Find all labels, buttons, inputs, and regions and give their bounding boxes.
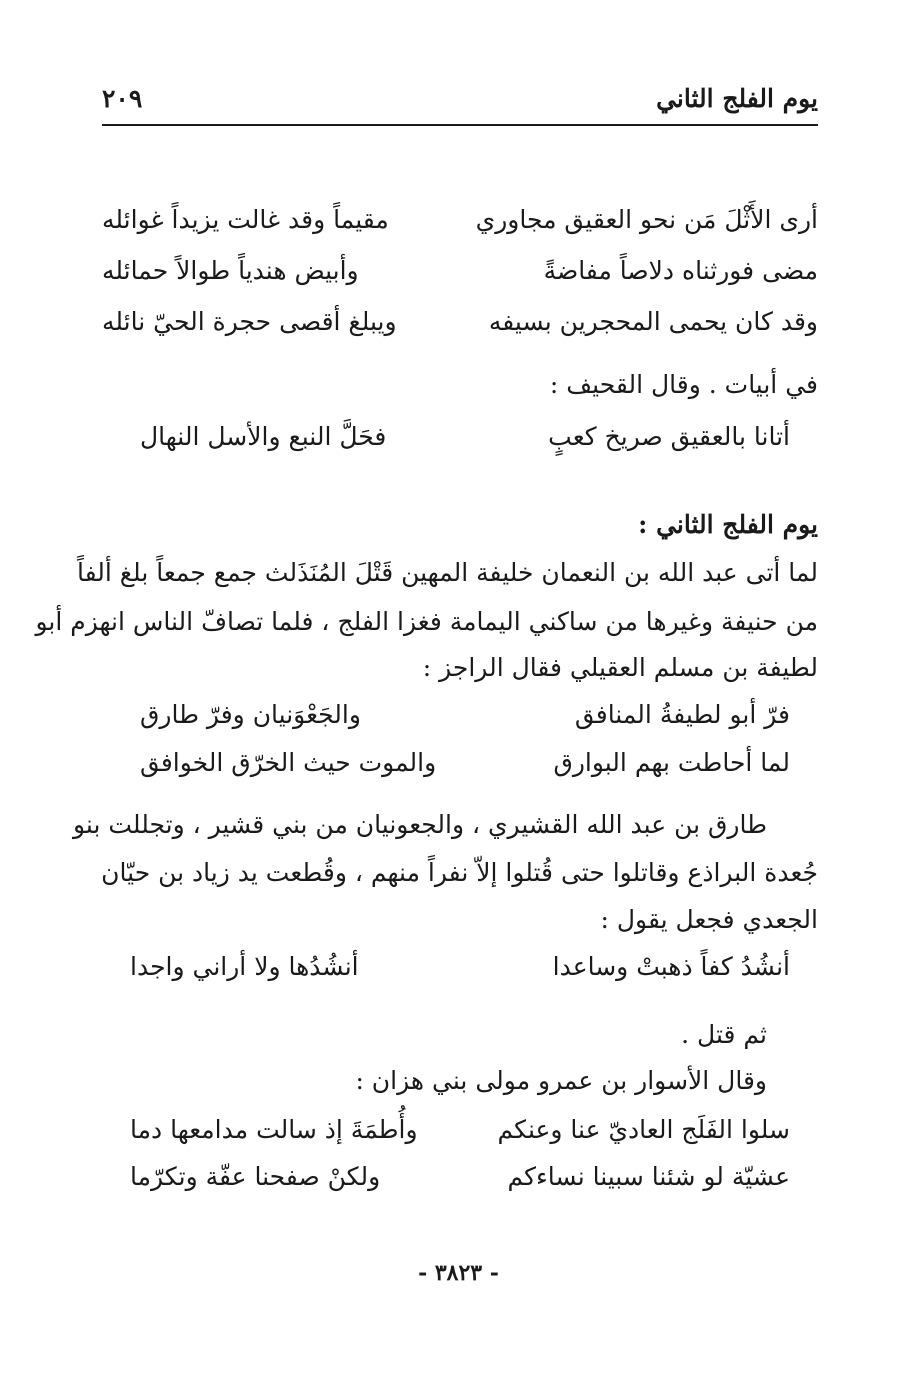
paragraph-line: جُعدة البراذع وقاتلوا حتى قُتلوا إلاّ نفراً منهم ، وقُطعت يد زياد بن حيّان [101,858,818,887]
verse-second-hemistich: ويبلغ أقصى حجرة الحيّ نائله [102,307,397,336]
page-header [102,84,818,124]
verse-line [130,1105,790,1155]
verse-line [140,738,790,788]
verse-first-hemistich: أتانا بالعقيق صريخ كعبٍ [548,422,790,451]
verse-second-hemistich: وأُطمَةَ إذ سالت مدامعها دما [130,1115,418,1144]
paragraph-line: الجعدي فجعل يقول : [600,905,818,934]
page-number: ٢٠٩ [102,84,143,113]
verse-second-hemistich: وأبيض هندياً طوالاً حمائله [102,256,359,285]
verse-first-hemistich: لما أحاطت بهم البوارق [553,748,790,777]
verse-line [130,942,790,992]
paragraph-line: لطيفة بن مسلم العقيلي فقال الراجز : [422,653,818,682]
verse-second-hemistich: مقيماً وقد غالت يزيداً غوائله [102,205,389,234]
verse-second-hemistich: والجَعْوَنيان وفرّ طارق [140,700,361,729]
verse-first-hemistich: فرّ أبو لطيفةُ المنافق [574,700,790,729]
verse-line [140,690,790,740]
footer-page-number: - ٣٨٢٣ - [418,1260,499,1286]
verse-first-hemistich: عشيّة لو شئنا سبينا نساءكم [507,1162,790,1191]
paragraph-line: طارق بن عبد الله القشيري ، والجعونيان من بني قشير ، وتجللت بنو [73,810,767,839]
section-title: يوم الفلج الثاني : [638,510,818,539]
verse-second-hemistich: والموت حيث الخرّق الخوافق [140,748,437,777]
verse-line [140,412,790,462]
verse-line [130,1152,790,1202]
header-rule [102,124,818,126]
verse-line [102,297,818,347]
after-poem-note: ثم قتل . [681,1020,767,1049]
running-title: يوم الفلج الثاني [656,84,818,113]
verse-second-hemistich: ولكنْ صفحنا عفّة وتكرّما [130,1162,381,1191]
intro-qahif: في أبيات . وقال القحيف : [549,370,818,399]
verse-first-hemistich: مضى فورثناه دلاصاً مفاضةً [543,256,818,285]
paragraph-line: لما أتى عبد الله بن النعمان خليفة المهين قَتْلَ المُنَذَلث جمع جمعاً بلغ ألفاً [76,558,818,587]
verse-first-hemistich: سلوا الفَلَج العاديّ عنا وعنكم [497,1115,790,1144]
verse-second-hemistich: فحَلَّ النبع والأسل النهال [140,422,387,451]
verse-first-hemistich: أنشُدُ كفاً ذهبتْ وساعدا [552,952,790,981]
verse-line [102,195,818,245]
paragraph-line: من حنيفة وغيرها من ساكني اليمامة فغزا الفلج ، فلما تصافّ الناس انهزم أبو [35,607,818,636]
intro-aswar: وقال الأسوار بن عمرو مولى بني هزان : [355,1066,767,1095]
verse-first-hemistich: أرى الأَثْلَ مَن نحو العقيق مجاوري [475,205,818,234]
verse-second-hemistich: أنشُدُها ولا أراني واجدا [130,952,359,981]
verse-first-hemistich: وقد كان يحمى المحجرين بسيفه [488,307,818,336]
verse-line [102,246,818,296]
